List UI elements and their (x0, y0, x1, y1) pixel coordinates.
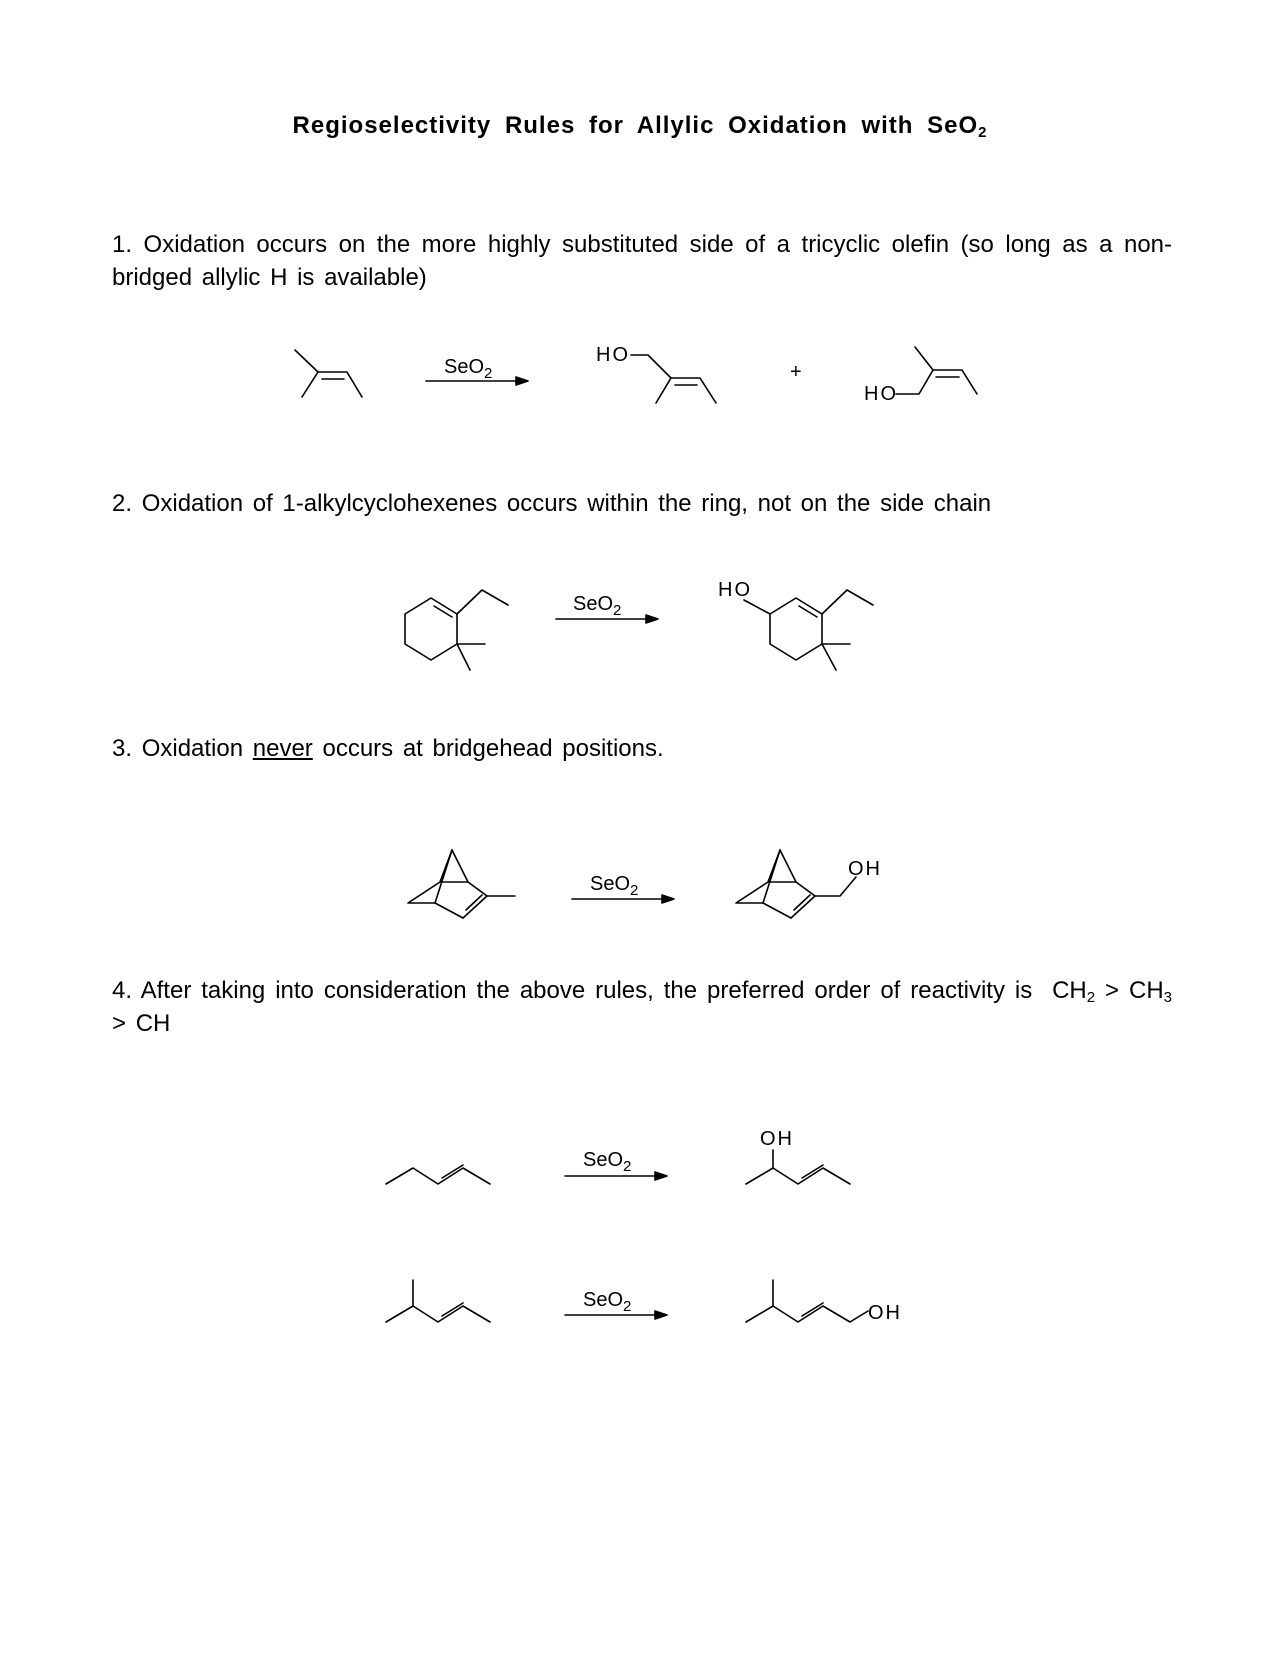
svg-text:HO: HO (596, 344, 630, 366)
page-title: Regioselectivity Rules for Allylic Oxidation with SeO$_2$ (292, 112, 988, 141)
svg-text:HO: HO (864, 383, 898, 405)
scheme-4b-product (746, 1280, 902, 1324)
svg-text:SeO2: SeO$_2$ (583, 1149, 632, 1175)
svg-text:SeO2: SeO$_2$ (444, 356, 493, 382)
svg-text:HO: HO (718, 579, 752, 601)
scheme-4b-arrow (565, 1289, 667, 1319)
svg-text:OH: OH (760, 1128, 794, 1150)
plus-sign: + (790, 361, 804, 383)
emphasis-never: never (252, 735, 313, 762)
scheme-1-arrow (426, 356, 528, 385)
scheme-4a-arrow (565, 1149, 667, 1180)
scheme-2-product (718, 579, 873, 670)
scheme-4a-product (746, 1128, 850, 1184)
scheme-4b-reactant (386, 1280, 490, 1322)
svg-text:OH: OH (848, 858, 882, 880)
scheme-2-reactant (405, 590, 508, 670)
scheme-4a (386, 1128, 850, 1184)
svg-text:SeO2: SeO$_2$ (590, 873, 639, 899)
rule-3-text: 3. Oxidation never occurs at bridgehead positions. (112, 735, 664, 762)
scheme-4a-reactant (386, 1165, 490, 1184)
svg-text:OH: OH (868, 1302, 902, 1324)
scheme-3-arrow (572, 873, 674, 903)
scheme-4b (386, 1280, 902, 1324)
scheme-1-product-a (596, 344, 716, 403)
scheme-3-product (736, 850, 882, 918)
scheme-3 (408, 850, 882, 918)
svg-text:SeO2: SeO$_2$ (583, 1289, 632, 1315)
scheme-2-arrow (556, 593, 658, 623)
scheme-2 (405, 579, 873, 670)
rule-2-text: 2. Oxidation of 1-alkylcyclohexenes occurs within the ring, not on the side chain (112, 490, 992, 517)
scheme-1 (295, 344, 977, 405)
scheme-3-reactant (408, 850, 515, 918)
rule-4-text: 4. After taking into consideration the above rules, the preferred order of reactivity is $CH_2 > CH_3$ > CH (112, 977, 1173, 1037)
reactivity-order: $CH_2 > CH_3$ > CH (112, 977, 1173, 1037)
scheme-1-reactant (295, 350, 362, 397)
svg-text:SeO2: SeO$_2$ (573, 593, 622, 619)
rule-1-text: 1. Oxidation occurs on the more highly substituted side of a tricyclic olefin (so long as a non-bridged allylic H is available) (112, 231, 1173, 291)
scheme-1-product-b (864, 347, 977, 405)
